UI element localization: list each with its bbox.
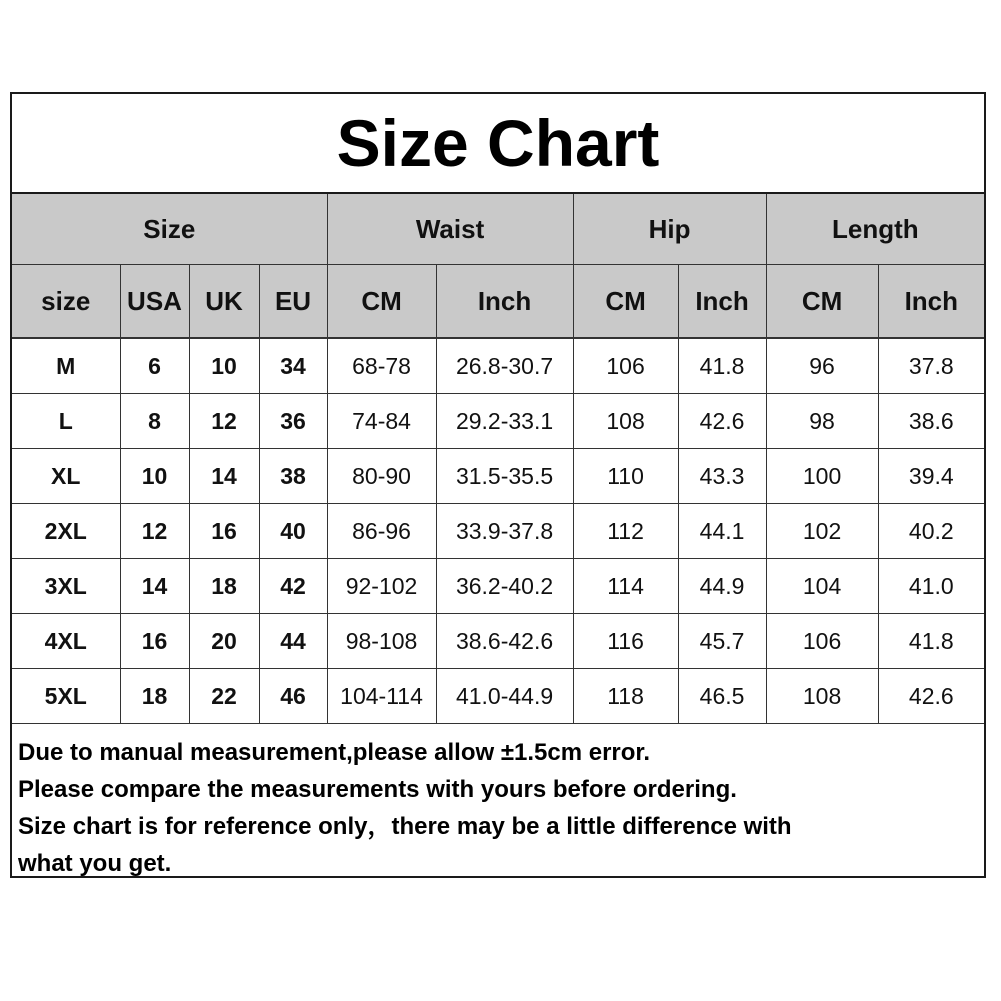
note-line: what you get. <box>18 850 172 877</box>
cell-waist-cm: 86-96 <box>327 504 436 559</box>
note-line: Due to manual measurement,please allow ±1.5cm error. <box>18 739 651 766</box>
cell-length-cm: 108 <box>766 669 878 724</box>
cell-size: 4XL <box>12 614 120 669</box>
chart-title: Size Chart <box>12 94 984 194</box>
cell-hip-inch: 43.3 <box>678 449 766 504</box>
sub-header-usa: USA <box>120 265 189 339</box>
cell-hip-inch: 46.5 <box>678 669 766 724</box>
table-row <box>12 614 984 669</box>
cell-hip-inch: 42.6 <box>678 394 766 449</box>
cell-size: 2XL <box>12 504 120 559</box>
sub-header-row <box>12 265 984 339</box>
cell-size: L <box>12 394 120 449</box>
table-row <box>12 394 984 449</box>
cell-length-inch: 37.8 <box>878 338 984 394</box>
cell-waist-inch: 29.2-33.1 <box>436 394 573 449</box>
cell-eu: 44 <box>259 614 327 669</box>
table-row <box>12 669 984 724</box>
cell-uk: 10 <box>189 338 259 394</box>
sub-header-length-inch: Inch <box>878 265 984 339</box>
group-header-waist: Waist <box>327 194 573 265</box>
sub-header-waist-cm: CM <box>327 265 436 339</box>
table-row <box>12 449 984 504</box>
cell-eu: 34 <box>259 338 327 394</box>
sub-header-uk: UK <box>189 265 259 339</box>
cell-hip-cm: 114 <box>573 559 678 614</box>
sub-header-eu: EU <box>259 265 327 339</box>
cell-waist-cm: 98-108 <box>327 614 436 669</box>
cell-hip-cm: 116 <box>573 614 678 669</box>
cell-waist-inch: 41.0-44.9 <box>436 669 573 724</box>
note-line: Please compare the measurements with yours before ordering. <box>18 776 737 803</box>
cell-length-inch: 39.4 <box>878 449 984 504</box>
size-table <box>12 194 984 724</box>
cell-waist-inch: 36.2-40.2 <box>436 559 573 614</box>
cell-hip-inch: 41.8 <box>678 338 766 394</box>
measurement-notes <box>12 724 984 882</box>
cell-waist-inch: 38.6-42.6 <box>436 614 573 669</box>
cell-usa: 14 <box>120 559 189 614</box>
cell-eu: 40 <box>259 504 327 559</box>
cell-hip-cm: 112 <box>573 504 678 559</box>
sub-header-hip-inch: Inch <box>678 265 766 339</box>
cell-length-cm: 106 <box>766 614 878 669</box>
cell-usa: 6 <box>120 338 189 394</box>
cell-hip-inch: 45.7 <box>678 614 766 669</box>
cell-usa: 12 <box>120 504 189 559</box>
cell-usa: 10 <box>120 449 189 504</box>
table-row <box>12 559 984 614</box>
table-row <box>12 504 984 559</box>
cell-hip-cm: 106 <box>573 338 678 394</box>
cell-uk: 18 <box>189 559 259 614</box>
cell-length-cm: 96 <box>766 338 878 394</box>
cell-length-cm: 98 <box>766 394 878 449</box>
cell-hip-cm: 118 <box>573 669 678 724</box>
cell-uk: 16 <box>189 504 259 559</box>
group-header-row <box>12 194 984 265</box>
cell-uk: 22 <box>189 669 259 724</box>
cell-length-cm: 100 <box>766 449 878 504</box>
sub-header-hip-cm: CM <box>573 265 678 339</box>
size-chart-frame <box>10 92 986 878</box>
group-header-length: Length <box>766 194 984 265</box>
sub-header-length-cm: CM <box>766 265 878 339</box>
cell-hip-cm: 108 <box>573 394 678 449</box>
cell-waist-inch: 31.5-35.5 <box>436 449 573 504</box>
cell-size: 5XL <box>12 669 120 724</box>
cell-waist-inch: 26.8-30.7 <box>436 338 573 394</box>
cell-length-cm: 104 <box>766 559 878 614</box>
cell-waist-cm: 80-90 <box>327 449 436 504</box>
cell-eu: 36 <box>259 394 327 449</box>
cell-length-cm: 102 <box>766 504 878 559</box>
cell-eu: 42 <box>259 559 327 614</box>
cell-eu: 38 <box>259 449 327 504</box>
note-line: Size chart is for reference only，there may be a little difference with <box>18 813 792 840</box>
cell-usa: 16 <box>120 614 189 669</box>
cell-size: 3XL <box>12 559 120 614</box>
cell-uk: 14 <box>189 449 259 504</box>
cell-length-inch: 41.8 <box>878 614 984 669</box>
cell-hip-cm: 110 <box>573 449 678 504</box>
cell-waist-cm: 104-114 <box>327 669 436 724</box>
cell-hip-inch: 44.9 <box>678 559 766 614</box>
cell-uk: 12 <box>189 394 259 449</box>
cell-waist-cm: 92-102 <box>327 559 436 614</box>
sub-header-waist-inch: Inch <box>436 265 573 339</box>
cell-waist-inch: 33.9-37.8 <box>436 504 573 559</box>
cell-usa: 8 <box>120 394 189 449</box>
cell-length-inch: 42.6 <box>878 669 984 724</box>
cell-uk: 20 <box>189 614 259 669</box>
cell-size: XL <box>12 449 120 504</box>
cell-eu: 46 <box>259 669 327 724</box>
cell-waist-cm: 74-84 <box>327 394 436 449</box>
cell-hip-inch: 44.1 <box>678 504 766 559</box>
table-row <box>12 338 984 394</box>
group-header-size: Size <box>12 194 327 265</box>
sub-header-size: size <box>12 265 120 339</box>
group-header-hip: Hip <box>573 194 766 265</box>
cell-length-inch: 40.2 <box>878 504 984 559</box>
cell-size: M <box>12 338 120 394</box>
cell-length-inch: 41.0 <box>878 559 984 614</box>
cell-usa: 18 <box>120 669 189 724</box>
cell-length-inch: 38.6 <box>878 394 984 449</box>
cell-waist-cm: 68-78 <box>327 338 436 394</box>
